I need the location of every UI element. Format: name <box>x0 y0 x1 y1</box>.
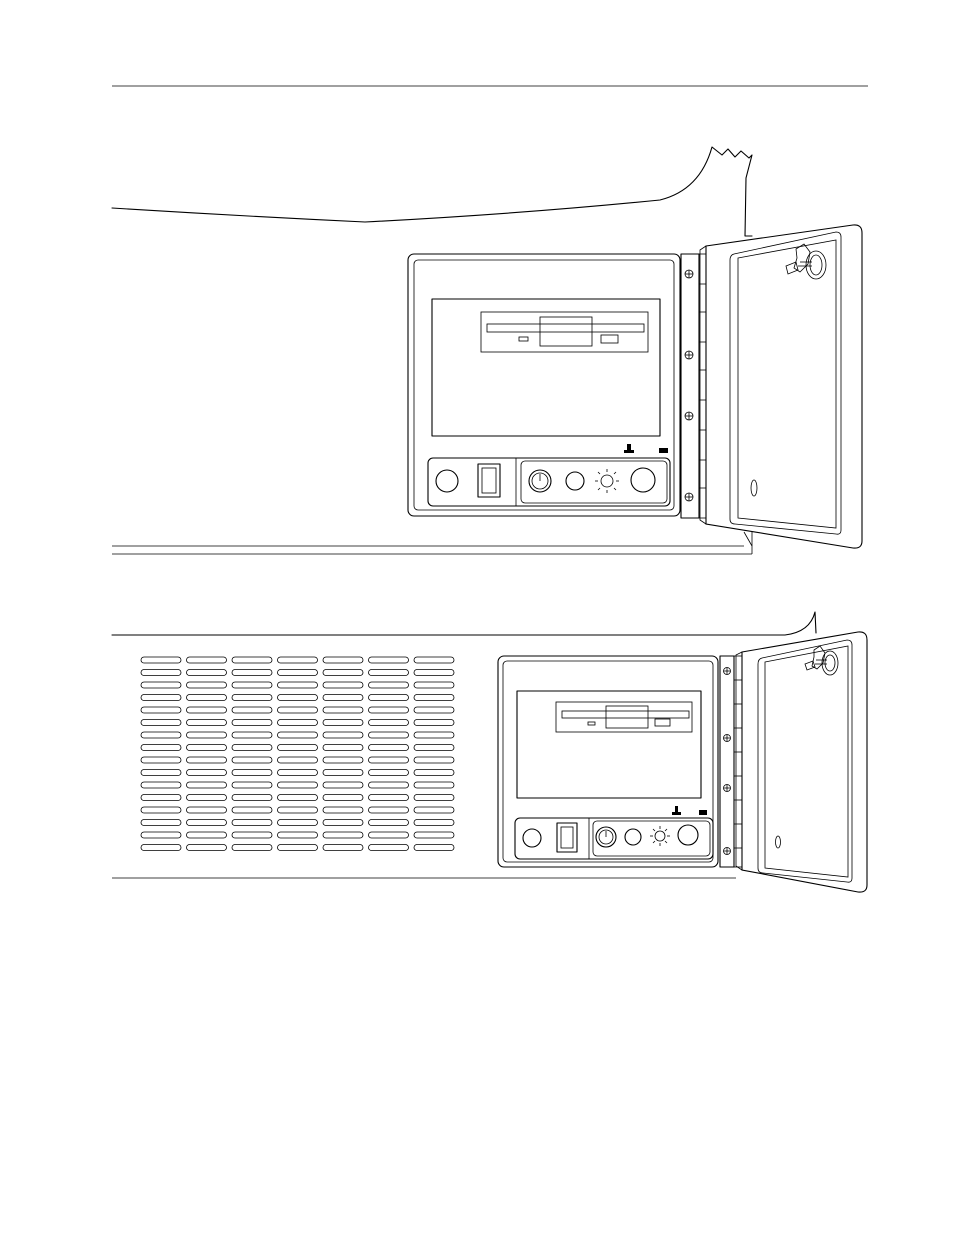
vent-slot <box>232 782 272 788</box>
vent-slot <box>187 782 227 788</box>
vent-slot <box>187 770 227 776</box>
vent-slot <box>141 820 181 826</box>
vent-slot <box>414 732 454 738</box>
vent-slot <box>278 657 318 663</box>
vent-slot <box>278 782 318 788</box>
vent-slot <box>187 682 227 688</box>
power-button-lower[interactable] <box>523 829 541 847</box>
floppy-drive-icon <box>556 702 692 732</box>
vent-slot <box>323 720 363 726</box>
power-button-upper[interactable] <box>436 470 458 492</box>
vent-slot <box>414 707 454 713</box>
vent-slot <box>232 820 272 826</box>
vent-slot <box>278 732 318 738</box>
eject-symbol-icon <box>672 806 681 815</box>
vent-slot <box>232 657 272 663</box>
vent-slot <box>232 832 272 838</box>
vent-slot <box>187 795 227 801</box>
vent-slot <box>141 845 181 851</box>
vent-slot <box>187 820 227 826</box>
vent-slot <box>187 670 227 676</box>
vent-slot <box>187 695 227 701</box>
vent-slot <box>369 782 409 788</box>
vent-slot <box>414 795 454 801</box>
vent-slot <box>141 832 181 838</box>
vent-slot <box>278 682 318 688</box>
vent-slot <box>278 695 318 701</box>
vent-slot <box>232 807 272 813</box>
vent-slot <box>278 795 318 801</box>
vent-slot <box>232 732 272 738</box>
vent-slot <box>323 682 363 688</box>
indicator-light-icon <box>595 469 619 493</box>
vent-slot <box>323 745 363 751</box>
vent-slot <box>278 832 318 838</box>
vent-slot <box>414 757 454 763</box>
vent-slot <box>141 745 181 751</box>
vent-slot <box>187 745 227 751</box>
eject-symbol-icon <box>624 444 634 453</box>
vent-slot <box>278 807 318 813</box>
vent-slot <box>187 807 227 813</box>
vent-slot <box>323 807 363 813</box>
vent-slot <box>187 732 227 738</box>
vent-slot <box>278 770 318 776</box>
vent-slot <box>369 695 409 701</box>
indicator-light-icon <box>650 826 670 846</box>
vent-slot <box>323 795 363 801</box>
vent-slot <box>141 720 181 726</box>
button-symbol-icon <box>699 810 707 815</box>
vent-slot <box>141 682 181 688</box>
vent-slot <box>414 695 454 701</box>
reset-button-upper[interactable] <box>566 472 584 490</box>
hinge-icon <box>734 656 742 867</box>
vent-slot <box>323 820 363 826</box>
vent-slot <box>323 695 363 701</box>
vent-slot <box>232 757 272 763</box>
drive-window-upper <box>432 299 660 436</box>
vent-slot <box>141 732 181 738</box>
lower-view <box>112 612 867 892</box>
vent-slot <box>187 832 227 838</box>
front-panel-upper <box>408 254 680 516</box>
vent-slot <box>323 657 363 663</box>
vent-slot <box>187 720 227 726</box>
vent-slot <box>369 720 409 726</box>
vent-slot <box>323 845 363 851</box>
vent-slot <box>278 757 318 763</box>
vent-slot <box>414 770 454 776</box>
cabinet-outline-lower <box>112 612 816 635</box>
vent-slot <box>141 757 181 763</box>
floppy-drive-icon <box>481 312 648 352</box>
vent-slot <box>232 670 272 676</box>
vent-slot <box>414 682 454 688</box>
vent-slot <box>187 757 227 763</box>
door-upper <box>706 225 862 548</box>
vent-slot <box>232 707 272 713</box>
vent-slot <box>414 832 454 838</box>
vent-slot <box>278 845 318 851</box>
vent-slot <box>187 707 227 713</box>
upper-view <box>112 147 862 554</box>
vent-slot <box>278 707 318 713</box>
vent-slot <box>232 695 272 701</box>
key-lock-icon[interactable] <box>596 827 616 847</box>
vent-slot <box>369 820 409 826</box>
vent-slot <box>414 745 454 751</box>
vent-slot <box>232 745 272 751</box>
vent-slot <box>414 657 454 663</box>
hinge-strip-upper <box>681 254 699 518</box>
vent-slot <box>414 670 454 676</box>
reset-button-lower[interactable] <box>625 829 641 845</box>
reset-button-icon[interactable] <box>631 468 655 492</box>
vent-slot <box>141 670 181 676</box>
key-lock-icon[interactable] <box>529 470 551 492</box>
cabinet-outline-upper <box>112 147 752 236</box>
vent-slot <box>187 845 227 851</box>
vent-slot <box>278 720 318 726</box>
hinge-strip-lower <box>720 656 734 867</box>
vent-slot <box>414 807 454 813</box>
vent-slot <box>278 745 318 751</box>
vent-slot <box>141 770 181 776</box>
vent-slot-grid <box>141 657 454 851</box>
vent-slot <box>323 770 363 776</box>
vent-slot <box>369 770 409 776</box>
reset-button-icon[interactable] <box>678 825 698 845</box>
vent-slot <box>141 782 181 788</box>
vent-slot <box>369 807 409 813</box>
vent-slot <box>278 670 318 676</box>
power-switch-icon[interactable] <box>478 464 500 497</box>
vent-slot <box>414 820 454 826</box>
vent-slot <box>323 832 363 838</box>
vent-slot <box>141 695 181 701</box>
vent-slot <box>187 657 227 663</box>
vent-slot <box>232 845 272 851</box>
drive-window-lower <box>517 691 701 798</box>
vent-slot <box>232 770 272 776</box>
control-strip-upper <box>428 458 670 506</box>
vent-slot <box>369 657 409 663</box>
vent-slot <box>232 720 272 726</box>
vent-slot <box>369 795 409 801</box>
vent-slot <box>141 807 181 813</box>
front-panel-lower <box>498 656 718 867</box>
vent-slot <box>369 845 409 851</box>
vent-slot <box>369 670 409 676</box>
vent-slot <box>323 732 363 738</box>
control-strip-lower <box>515 818 713 859</box>
vent-slot <box>369 707 409 713</box>
vent-slot <box>323 670 363 676</box>
vent-slot <box>369 682 409 688</box>
vent-slot <box>414 782 454 788</box>
button-symbol-icon <box>659 448 668 453</box>
vent-slot <box>141 795 181 801</box>
vent-slot <box>323 757 363 763</box>
vent-slot <box>369 832 409 838</box>
vent-slot <box>141 707 181 713</box>
vent-slot <box>323 782 363 788</box>
vent-slot <box>278 820 318 826</box>
vent-slot <box>369 745 409 751</box>
vent-slot <box>369 732 409 738</box>
vent-slot <box>369 757 409 763</box>
vent-slot <box>414 845 454 851</box>
vent-slot <box>232 682 272 688</box>
vent-slot <box>323 707 363 713</box>
vent-slot <box>141 657 181 663</box>
vent-slot <box>414 720 454 726</box>
vent-slot <box>232 795 272 801</box>
